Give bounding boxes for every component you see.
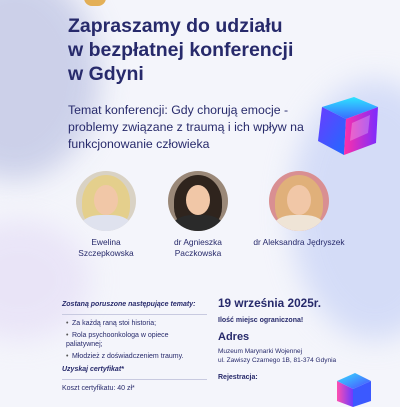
title-line: w Gdyni xyxy=(68,63,144,85)
divider xyxy=(62,314,207,315)
divider xyxy=(62,379,207,380)
topics-list xyxy=(62,319,207,361)
address-line: Muzeum Marynarki Wojennej xyxy=(218,348,303,355)
glass-cube-image xyxy=(333,367,373,407)
address-heading: Adres xyxy=(218,331,250,343)
register-label: Rejestracja: xyxy=(218,374,258,381)
certificate-cost: Koszt certyfikatu: 40 zł* xyxy=(62,385,135,392)
topic-item-text: Młodzież z doświadczeniem traumy. xyxy=(72,353,184,360)
speaker-name: Szczepkowska xyxy=(78,248,134,258)
topics-section xyxy=(62,300,207,394)
address-line: ul. Zawiszy Czarnego 1B, 81-374 Gdynia xyxy=(218,357,337,364)
list-item xyxy=(66,352,207,361)
conference-topic xyxy=(68,102,308,153)
speaker-photo xyxy=(76,171,136,231)
glass-cube-image xyxy=(312,93,384,161)
speaker-card xyxy=(163,171,233,259)
certificate-heading: Uzyskaj certyfikat* xyxy=(62,366,124,373)
speaker-name: Ewelina xyxy=(91,237,121,247)
list-item xyxy=(66,331,207,349)
speaker-photo xyxy=(168,171,228,231)
speaker-card xyxy=(68,171,144,259)
title-line: Zapraszamy do udziału xyxy=(68,15,283,37)
bullet-icon: • xyxy=(66,353,69,360)
bullet-icon: • xyxy=(66,332,69,339)
topic-line: funkcjonowanie człowieka xyxy=(68,137,210,151)
topic-line: Temat konferencji: Gdy chorują emocje - xyxy=(68,103,289,117)
speaker-photo xyxy=(269,171,329,231)
page-title xyxy=(68,14,328,86)
list-item xyxy=(66,319,207,328)
topic-item-text: Rola psychoonkologa w opiece paliatywnej; xyxy=(66,332,169,348)
topic-line: problemy związane z traumą i ich wpływ na xyxy=(68,120,304,134)
topic-item-text: Za każdą raną stoi historia; xyxy=(72,320,157,327)
title-line: w bezpłatnej konferencji xyxy=(68,39,294,61)
seats-note: Ilość miejsc ograniczona! xyxy=(218,317,304,324)
bullet-icon: • xyxy=(66,320,69,327)
event-date: 19 września 2025r. xyxy=(218,296,321,310)
speaker-name: dr Agnieszka xyxy=(174,237,222,247)
speaker-name: dr Aleksandra Jędryszek xyxy=(253,237,345,247)
speaker-name: Paczkowska xyxy=(174,248,222,258)
speaker-card xyxy=(244,171,354,248)
topics-heading: Zostaną poruszone następujące tematy: xyxy=(62,301,196,308)
